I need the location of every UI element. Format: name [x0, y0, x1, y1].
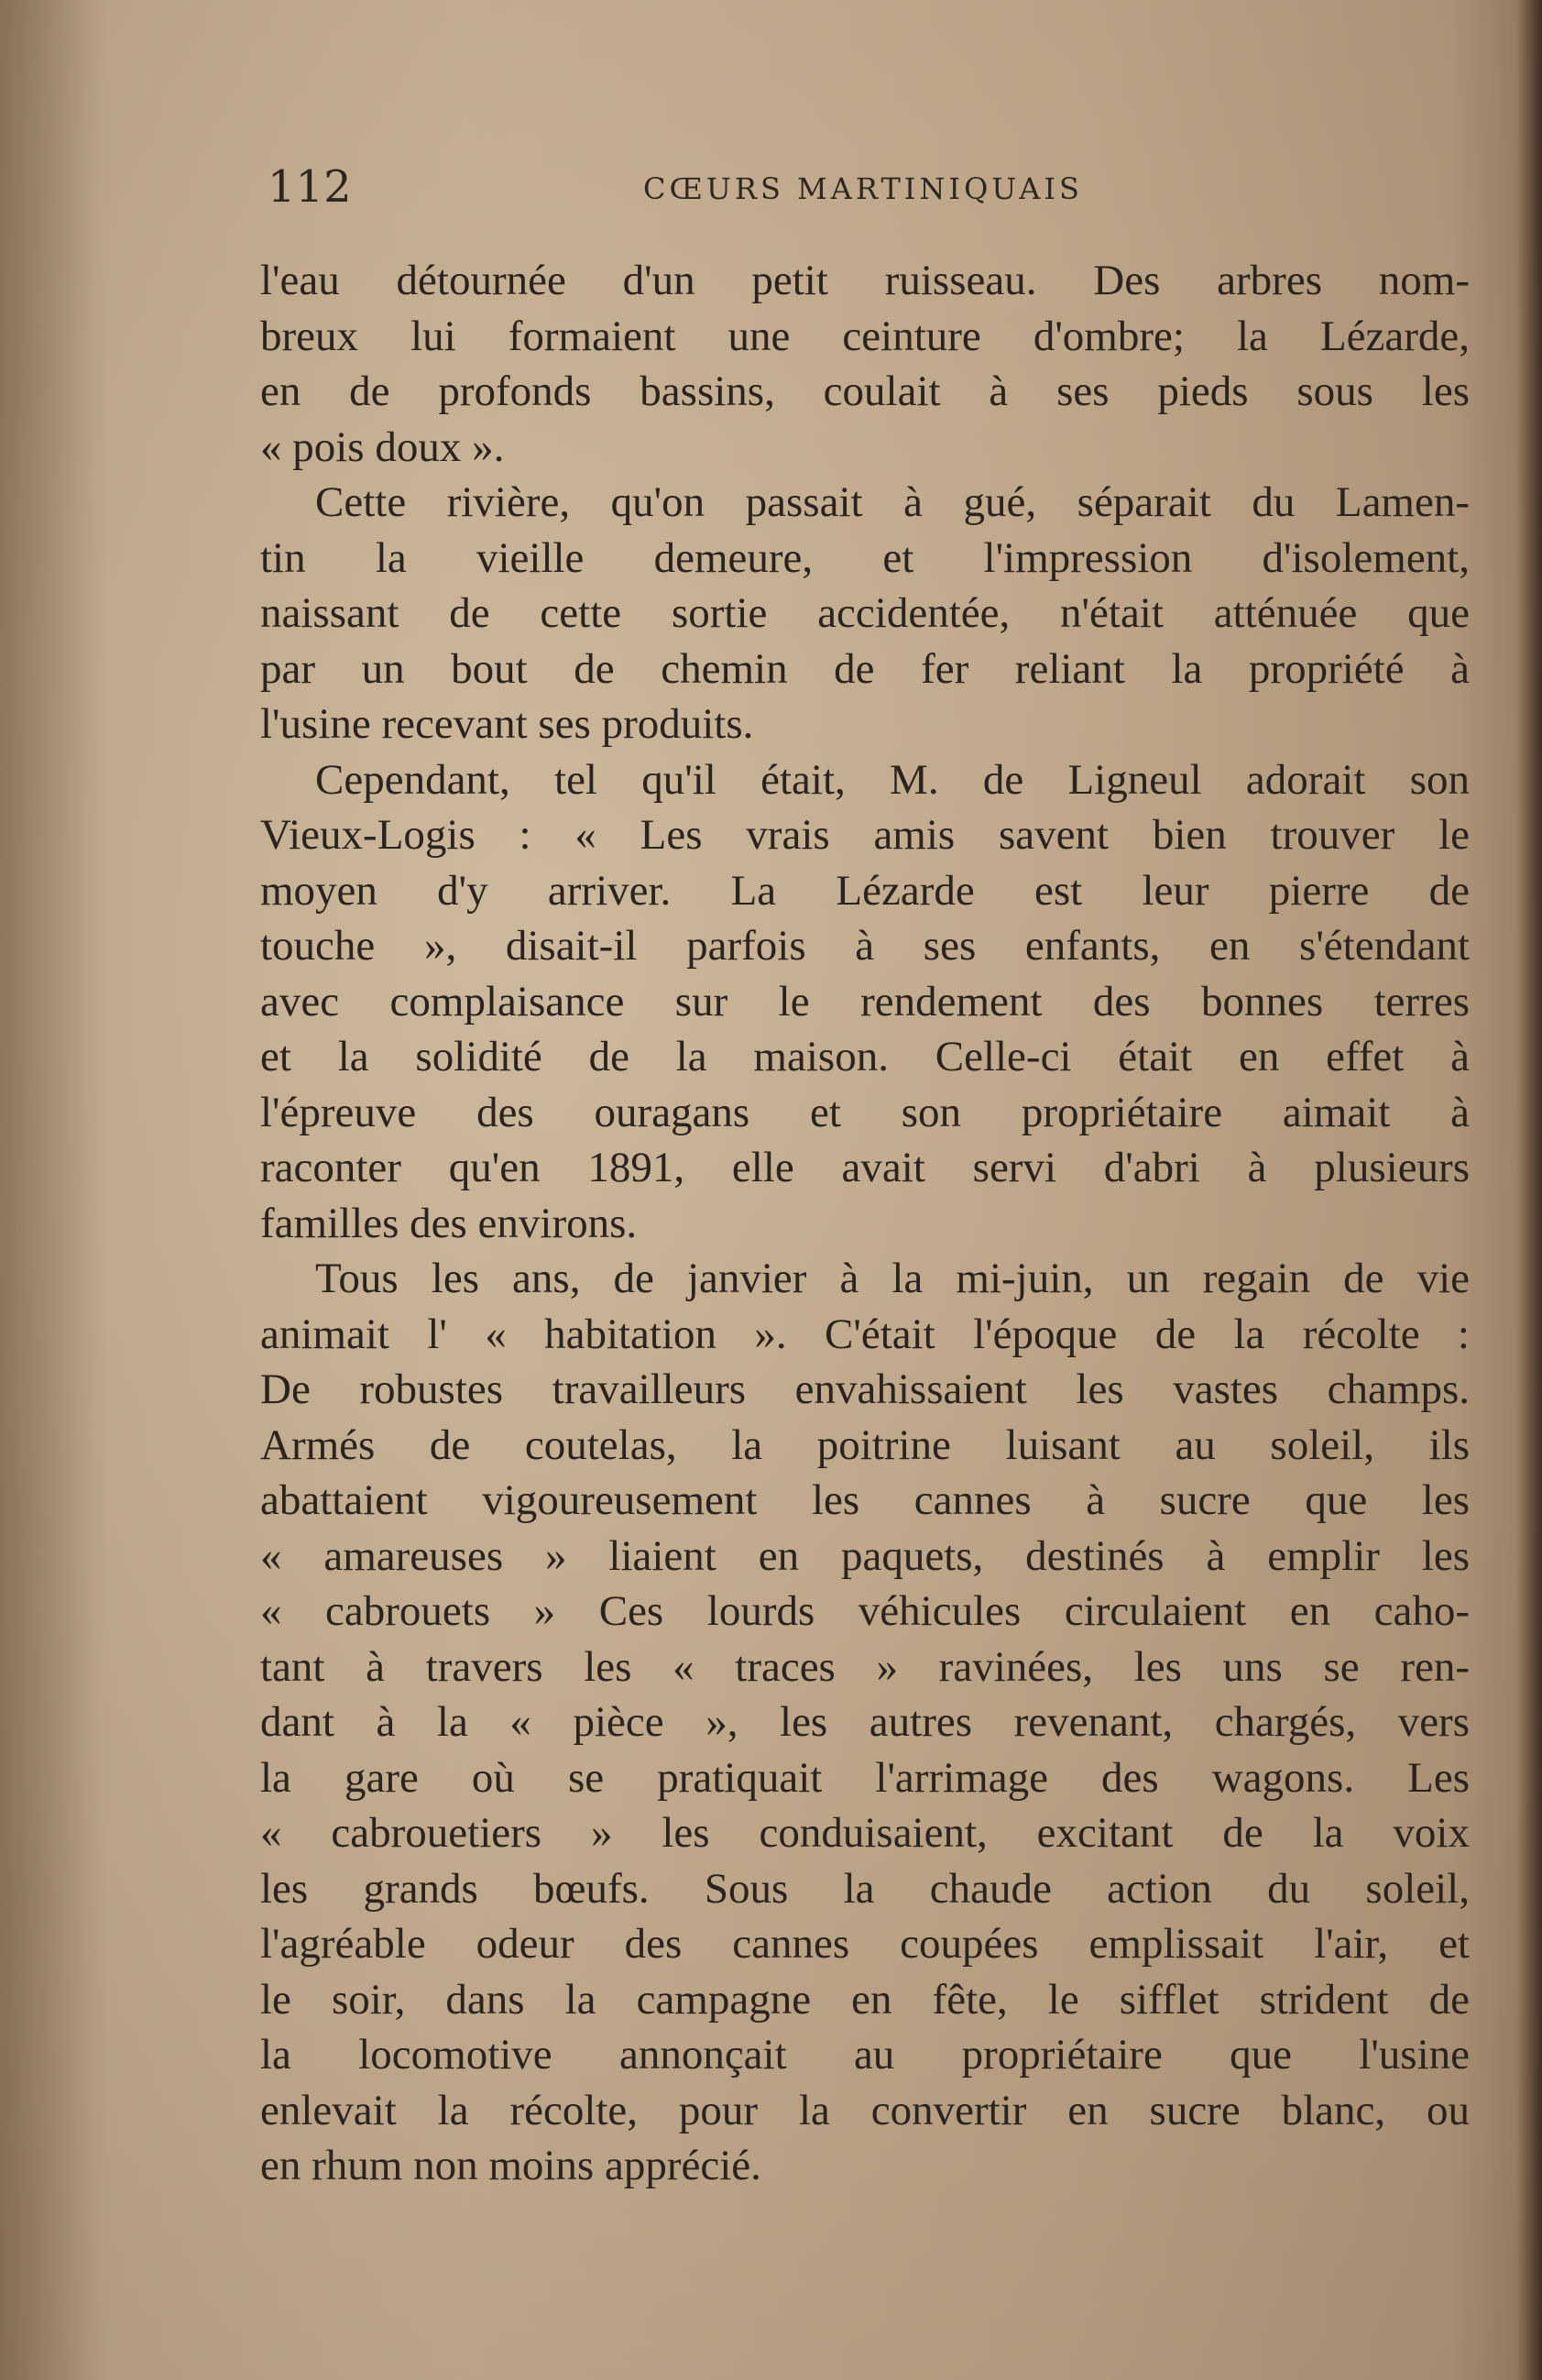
text-line: Cependant, tel qu'il était, M. de Ligneul adorait son: [315, 755, 1470, 804]
text-line: moyen d'y arriver. La Lézarde est leur pierre de: [260, 866, 1470, 915]
body-text: [260, 253, 1470, 2194]
text-line: abattaient vigoureusement les cannes à sucre que les: [260, 1476, 1470, 1524]
text-line: tant à travers les « traces » ravinées, les uns se ren-: [260, 1642, 1470, 1691]
text-line: enlevait la récolte, pour la convertir en sucre blanc, ou: [260, 2086, 1470, 2134]
text-line: Cette rivière, qu'on passait à gué, séparait du Lamen-: [315, 478, 1470, 526]
text-line: la locomotive annonçait au propriétaire que l'usine: [260, 2031, 1470, 2078]
text-line: la gare où se pratiquait l'arrimage des wagons. Les: [260, 1753, 1470, 1802]
text-line: les grands bœufs. Sous la chaude action du soleil,: [260, 1864, 1470, 1913]
text-line: Armés de coutelas, la poitrine luisant au soleil, ils: [260, 1420, 1470, 1469]
text-line: l'eau détournée d'un petit ruisseau. Des arbres nom-: [260, 257, 1470, 304]
text-line: Vieux-Logis : « Les vrais amis savent bien trouver le: [260, 811, 1470, 859]
text-line: « cabrouetiers » les conduisaient, excitant de la voix: [260, 1809, 1470, 1857]
text-line: avec complaisance sur le rendement des bonnes terres: [260, 977, 1470, 1025]
text-line: « cabrouets » Ces lourds véhicules circulaient en caho-: [260, 1587, 1470, 1635]
page-header: [268, 161, 1473, 213]
text-line: Tous les ans, de janvier à la mi-juin, un regain de vie: [315, 1255, 1470, 1302]
text-line: touche », disait-il parfois à ses enfants, en s'étendant: [260, 922, 1470, 970]
text-line: en de profonds bassins, coulait à ses pieds sous les: [260, 367, 1470, 415]
text-line: naissant de cette sortie accidentée, n'était atténuée que: [260, 589, 1470, 637]
text-line: dant à la « pièce », les autres revenant, chargés, vers: [260, 1698, 1470, 1746]
text-line: De robustes travailleurs envahissaient les vastes champs.: [260, 1365, 1470, 1413]
text-line: et la solidité de la maison. Celle-ci était en effet à: [260, 1033, 1470, 1080]
text-line: « amareuses » liaient en paquets, destinés à emplir les: [260, 1531, 1470, 1580]
text-line: en rhum non moins apprécié.: [260, 2142, 761, 2189]
text-line: l'usine recevant ses produits.: [260, 700, 754, 748]
text-line: le soir, dans la campagne en fête, le sifflet strident de: [260, 1975, 1470, 2024]
book-spine-shadow: [1516, 0, 1542, 2380]
text-line: raconter qu'en 1891, elle avait servi d'abri à plusieurs: [260, 1144, 1470, 1191]
text-line: l'agréable odeur des cannes coupées emplissait l'air, et: [260, 1920, 1470, 1968]
text-line: animait l' « habitation ». C'était l'époque de la récolte :: [260, 1310, 1470, 1358]
text-line: « pois doux ».: [260, 422, 505, 471]
text-line: tin la vieille demeure, et l'impression d'isolement,: [260, 533, 1470, 582]
text-line: familles des environs.: [260, 1199, 638, 1247]
page-left-shading: [0, 0, 110, 2380]
page-number: 112: [268, 161, 352, 213]
text-line: l'épreuve des ouragans et son propriétaire aimait à: [260, 1088, 1470, 1136]
text-line: breux lui formaient une ceinture d'ombre; la Lézarde,: [260, 312, 1470, 360]
text-line: par un bout de chemin de fer reliant la propriété à: [260, 644, 1470, 693]
running-title: CŒURS MARTINIQUAIS: [643, 171, 1083, 206]
